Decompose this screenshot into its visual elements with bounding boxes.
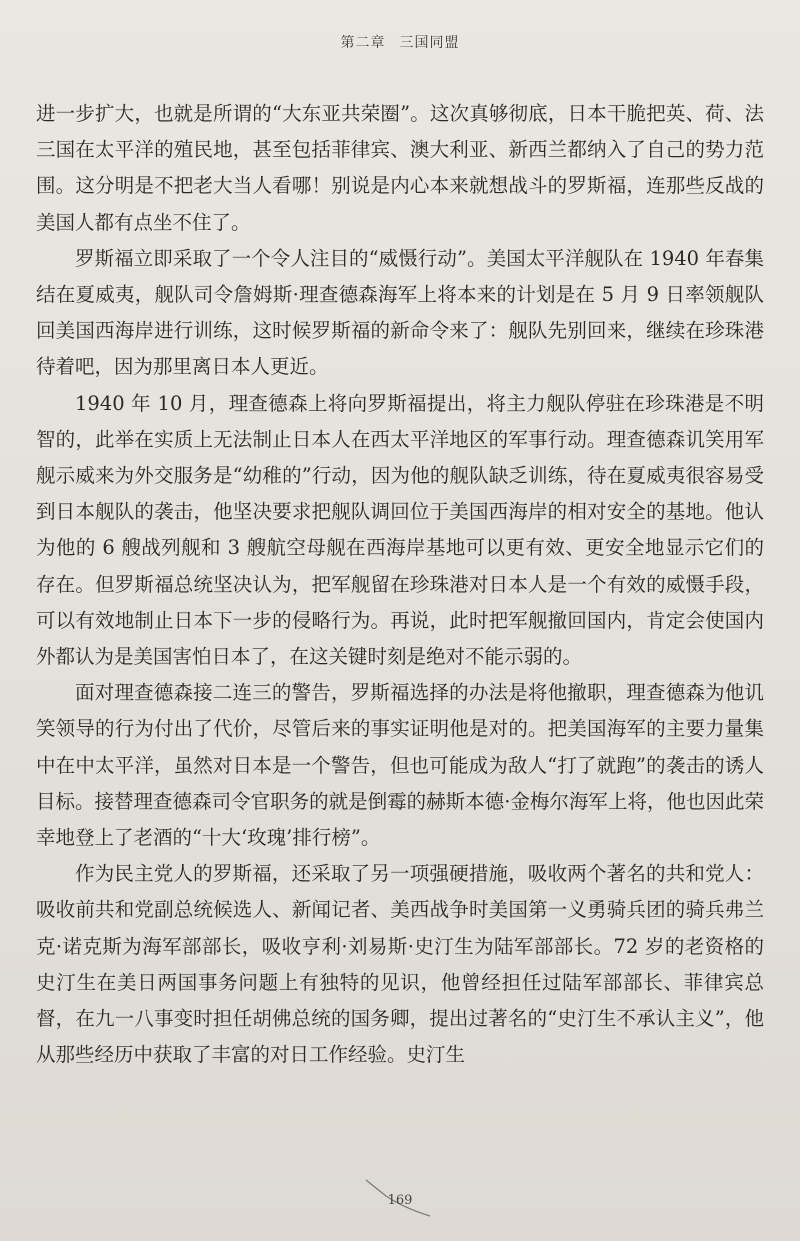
paragraph: 1940 年 10 月，理查德森上将向罗斯福提出，将主力舰队停驻在珍珠港是不明智的，此举在实质上无法制止日本人在西太平洋地区的军事行动。理查德森讥笑用军舰示威来为外交服务是“幼稚的”行动，因为他的舰队缺乏训练，待在夏威夷很容易受到日本舰队的袭击，他坚决要求把舰队调回位于美国西海岸的相对安全的基地。他认为他的 6 艘战列舰和 3 艘航空母舰在西海岸基地可以更有效、更安全地显示它们的存在。但罗斯福总统坚决认为，把军舰留在珍珠港对日本人是一个有效的威慑手段，可以有效地制止日本下一步的侵略行为。再说，此时把军舰撤回国内，肯定会使国内外都认为是美国害怕日本了，在这关键时刻是绝对不能示弱的。 bbox=[36, 391, 764, 669]
chapter-number: 第二章 bbox=[340, 35, 386, 51]
running-header bbox=[0, 32, 800, 52]
body-text bbox=[36, 96, 764, 1073]
paragraph: 罗斯福立即采取了一个令人注目的“威慑行动”。美国太平洋舰队在 1940 年春集结在夏威夷，舰队司令詹姆斯·理查德森海军上将本来的计划是在 5 月 9 日率领舰队回美国西海岸进行训练，这时候罗斯福的新命令来了：舰队先别回来，继续在珍珠港待着吧，因为那里离日本人更近。 bbox=[36, 246, 764, 379]
chapter-title: 三国同盟 bbox=[399, 35, 460, 51]
paragraph: 进一步扩大，也就是所谓的“大东亚共荣圈”。这次真够彻底，日本干脆把英、荷、法三国在太平洋的殖民地，甚至包括菲律宾、澳大利亚、新西兰都纳入了自己的势力范围。这分明是不把老大当人看哪！别说是内心本来就想战斗的罗斯福，连那些反战的美国人都有点坐不住了。 bbox=[36, 102, 764, 234]
paragraph: 作为民主党人的罗斯福，还采取了另一项强硬措施，吸收两个著名的共和党人：吸收前共和党副总统候选人、新闻记者、美西战争时美国第一义勇骑兵团的骑兵弗兰克·诺克斯为海军部部长，吸收亨利·刘易斯·史汀生为陆军部部长。72 岁的老资格的史汀生在美日两国事务问题上有独特的见识，他曾经担任过陆军部部长、菲律宾总督，在九一八事变时担任胡佛总统的国务卿，提出过著名的“史汀生不承认主义”，他从那些经历中获取了丰富的对日工作经验。史汀生 bbox=[36, 862, 764, 1067]
page-number: 169 bbox=[387, 1193, 413, 1208]
paragraph: 面对理查德森接二连三的警告，罗斯福选择的办法是将他撤职，理查德森为他讥笑领导的行为付出了代价，尽管后来的事实证明他是对的。把美国海军的主要力量集中在中太平洋，虽然对日本是一个警告，但也可能成为敌人“打了就跑”的袭击的诱人目标。接替理查德森司令官职务的就是倒霉的赫斯本德·金梅尔海军上将，他也因此荣幸地登上了老酒的“十大‘玫瑰’排行榜”。 bbox=[36, 681, 764, 850]
